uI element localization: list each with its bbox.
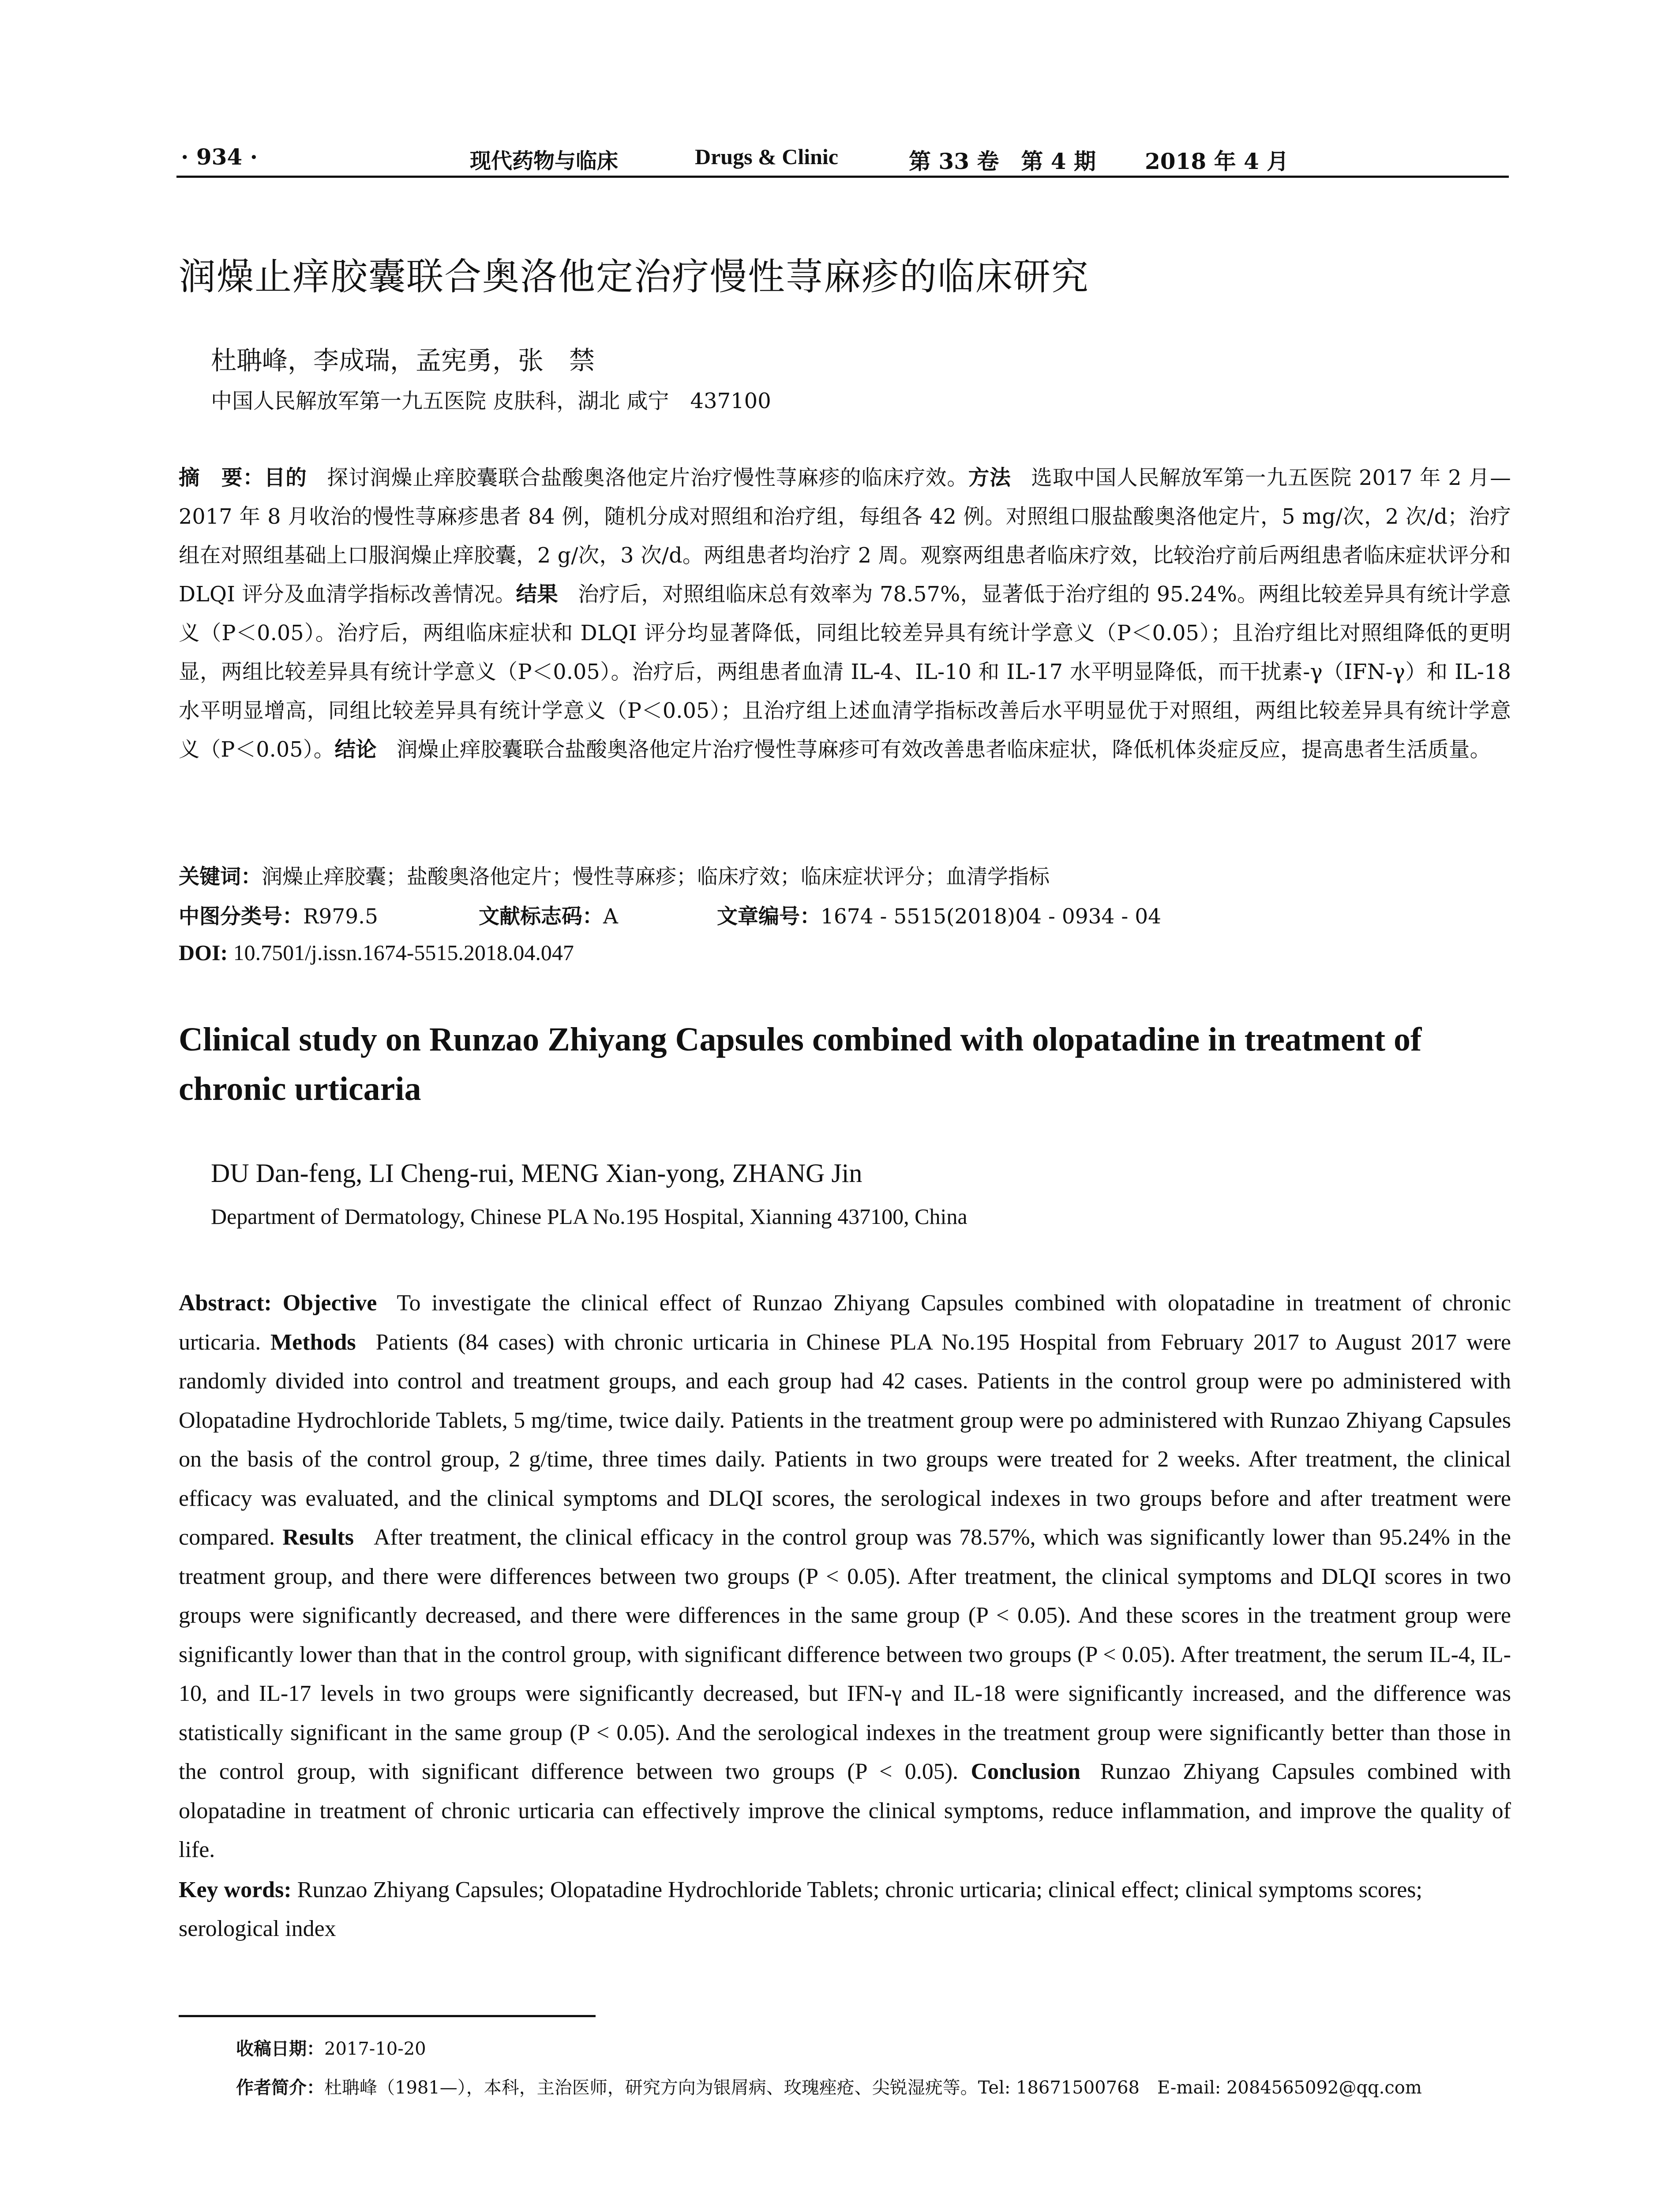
abstract-label-cn: 摘 要： bbox=[179, 466, 264, 490]
doi-label: DOI: bbox=[179, 940, 228, 965]
author-bio-label: 作者简介： bbox=[236, 2078, 324, 2098]
affiliation-en: Department of Dermatology, Chinese PLA No.195 Hospital, Xianning 437100, China bbox=[211, 1204, 968, 1229]
results-text-en: After treatment, the clinical efficacy in the control group was 78.57%, which was significantly lower than 95.24% in the treatment group, and there were differences between two groups (P < 0.05). After treatment, the clinical symptoms and DLQI scores in two groups were significantly decreased, and there were differences in the same group (P < 0.05). And these scores in the treatment group were significantly lower than that in the control group, with significant difference between two groups (P < 0.05). After treatment, the serum IL-4, IL-10, and IL-17 levels in two groups were significantly decreased, but IFN-γ and IL-18 were significantly increased, and the difference was statistically significant in the same group (P < 0.05). And the serological indexes in the treatment group were significantly better than those in the control group, with significant difference between two groups (P < 0.05). bbox=[179, 1525, 1511, 1784]
clc-label: 中图分类号： bbox=[179, 904, 303, 929]
methods-label-en: Methods bbox=[270, 1329, 356, 1355]
title-en: Clinical study on Runzao Zhiyang Capsules combined with olopatadine in treatment of chronic urticaria bbox=[179, 1021, 1422, 1107]
footnote-author bbox=[236, 2074, 1422, 2099]
page-number: · 934 · bbox=[181, 144, 258, 170]
keywords-text-en: Runzao Zhiyang Capsules; Olopatadine Hydrochloride Tablets; chronic urticaria; clinical effect; clinical symptoms scores; serological index bbox=[179, 1877, 1422, 1941]
conclusion-label-en: Conclusion bbox=[971, 1759, 1080, 1784]
affiliation-cn: 中国人民解放军第一九五医院 皮肤科，湖北 咸宁 437100 bbox=[211, 389, 771, 413]
footnote-divider bbox=[179, 2015, 596, 2017]
author-bio: 杜聃峰（1981—），本科，主治医师，研究方向为银屑病、玫瑰痤疮、尖锐湿疣等。Tel: 18671500768 E-mail: 2084565092@qq.com bbox=[324, 2078, 1422, 2098]
received-date: 2017-10-20 bbox=[324, 2039, 426, 2059]
objective-text-en: To investigate the clinical effect of Runzao Zhiyang Capsules combined with olopatadine in treatment of chronic urticaria. bbox=[179, 1291, 1511, 1355]
conclusion-text-cn: 润燥止痒胶囊联合盐酸奥洛他定片治疗慢性荨麻疹可有效改善患者临床症状，降低机体炎症反应，提高患者生活质量。 bbox=[396, 738, 1491, 762]
authors-cn: 杜聃峰，李成瑞，孟宪勇，张 禁 bbox=[211, 345, 595, 375]
volume-issue: 第 33 卷 第 4 期 bbox=[909, 148, 1096, 174]
journal-name-en: Drugs & Clinic bbox=[695, 144, 838, 169]
doi-value: 10.7501/j.issn.1674-5515.2018.04.047 bbox=[233, 940, 574, 965]
results-label-cn: 结果 bbox=[516, 582, 558, 607]
classification-line bbox=[179, 900, 1161, 930]
keywords-label-en: Key words: bbox=[179, 1877, 292, 1902]
authors-en: DU Dan-feng, LI Cheng-rui, MENG Xian-yong, ZHANG Jin bbox=[211, 1159, 862, 1188]
issue-date: 2018 年 4 月 bbox=[1145, 148, 1289, 174]
running-header bbox=[176, 140, 1509, 178]
footnote-received bbox=[236, 2035, 426, 2060]
objective-label-cn: 目的 bbox=[264, 466, 307, 490]
methods-label-cn: 方法 bbox=[968, 466, 1011, 490]
objective-label-en: Objective bbox=[282, 1291, 377, 1316]
abstract-en bbox=[179, 1284, 1511, 1870]
conclusion-label-cn: 结论 bbox=[334, 738, 377, 762]
received-label: 收稿日期： bbox=[236, 2039, 324, 2059]
clc-value: R979.5 bbox=[303, 904, 378, 929]
article-no-label: 文章编号： bbox=[717, 904, 821, 929]
doc-code-value: A bbox=[603, 904, 618, 929]
article-no-value: 1674 - 5515(2018)04 - 0934 - 04 bbox=[821, 904, 1162, 929]
journal-name-cn: 现代药物与临床 bbox=[470, 149, 619, 173]
abstract-cn bbox=[179, 459, 1511, 769]
doc-code-label: 文献标志码： bbox=[479, 904, 603, 929]
keywords-label-cn: 关键词： bbox=[179, 865, 262, 889]
methods-text-en: Patients (84 cases) with chronic urticaria in Chinese PLA No.195 Hospital from February 2017 to August 2017 were randomly divided into control and treatment groups, and each group had 42 cases. Patients in the control group were po administered with Olopatadine Hydrochloride Tablets, 5 mg/time, twice daily. Patients in the treatment group were po administered with Runzao Zhiyang Capsules on the basis of the control group, 2 g/time, three times daily. Patients in two groups were treated for 2 weeks. After treatment, the clinical efficacy was evaluated, and the clinical symptoms and DLQI scores, the serological indexes in two groups before and after treatment were compared. bbox=[179, 1329, 1511, 1550]
conclusion-text-en: Runzao Zhiyang Capsules combined with olopatadine in treatment of chronic urticaria can effectively improve the clinical symptoms, reduce inflammation, and improve the quality of life. bbox=[179, 1759, 1511, 1862]
doi-line bbox=[179, 940, 574, 965]
keywords-text-cn: 润燥止痒胶囊；盐酸奥洛他定片；慢性荨麻疹；临床疗效；临床症状评分；血清学指标 bbox=[262, 865, 1050, 889]
methods-text-cn: 选取中国人民解放军第一九五医院 2017 年 2 月—2017 年 8 月收治的慢性荨麻疹患者 84 例，随机分成对照组和治疗组，每组各 42 例。对照组口服盐酸奥洛他定片，5 mg/次，2 次/d；治疗组在对照组基础上口服润燥止痒胶囊，2 g/次，3 次/d。两组患者均治疗 2 周。观察两组患者临床疗效，比较治疗前后两组患者临床症状评分和 DLQI 评分及血清学指标改善情况。 bbox=[179, 466, 1511, 607]
abstract-label-en: Abstract: bbox=[179, 1291, 272, 1316]
keywords-en bbox=[179, 1871, 1511, 1948]
keywords-cn bbox=[179, 860, 1050, 890]
title-cn: 润燥止痒胶囊联合奥洛他定治疗慢性荨麻疹的临床研究 bbox=[179, 255, 1090, 298]
results-text-cn: 治疗后，对照组临床总有效率为 78.57%，显著低于治疗组的 95.24%。两组比较差异具有统计学意义（P＜0.05）。治疗后，两组临床症状和 DLQI 评分均显著降低，同组比较差异具有统计学意义（P＜0.05）；且治疗组比对照组降低的更明显，两组比较差异具有统计学意义（P＜0.05）。治疗后，两组患者血清 IL-4、IL-10 和 IL-17 水平明显降低，而干扰素-γ（IFN-γ）和 IL-18 水平明显增高，同组比较差异具有统计学意义（P＜0.05）；且治疗组上述血清学指标改善后水平明显优于对照组，两组比较差异具有统计学意义（P＜0.05）。 bbox=[179, 582, 1511, 762]
results-label-en: Results bbox=[282, 1525, 354, 1550]
objective-text-cn: 探讨润燥止痒胶囊联合盐酸奥洛他定片治疗慢性荨麻疹的临床疗效。 bbox=[326, 466, 968, 490]
